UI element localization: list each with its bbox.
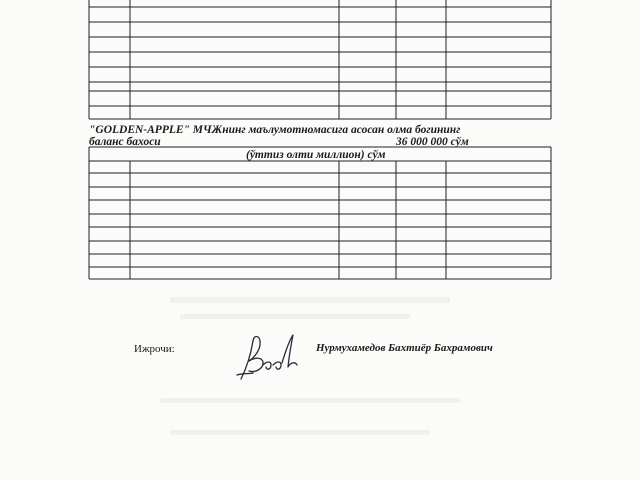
balance-note-line1: "GOLDEN-APPLE" МЧЖнинг маълумотномасига асосан олма богининг bbox=[89, 124, 461, 136]
handwritten-signature bbox=[233, 327, 303, 385]
executor-name: Нурмухамедов Бахтиёр Бахрамович bbox=[316, 342, 493, 354]
balance-note-line2: баланс бахоси bbox=[89, 136, 161, 148]
balance-amount: 36 000 000 сўм bbox=[396, 136, 469, 148]
executor-label: Ижрочи: bbox=[134, 343, 175, 355]
balance-amount-words: (ўттиз олти миллион) сўм bbox=[246, 149, 386, 161]
